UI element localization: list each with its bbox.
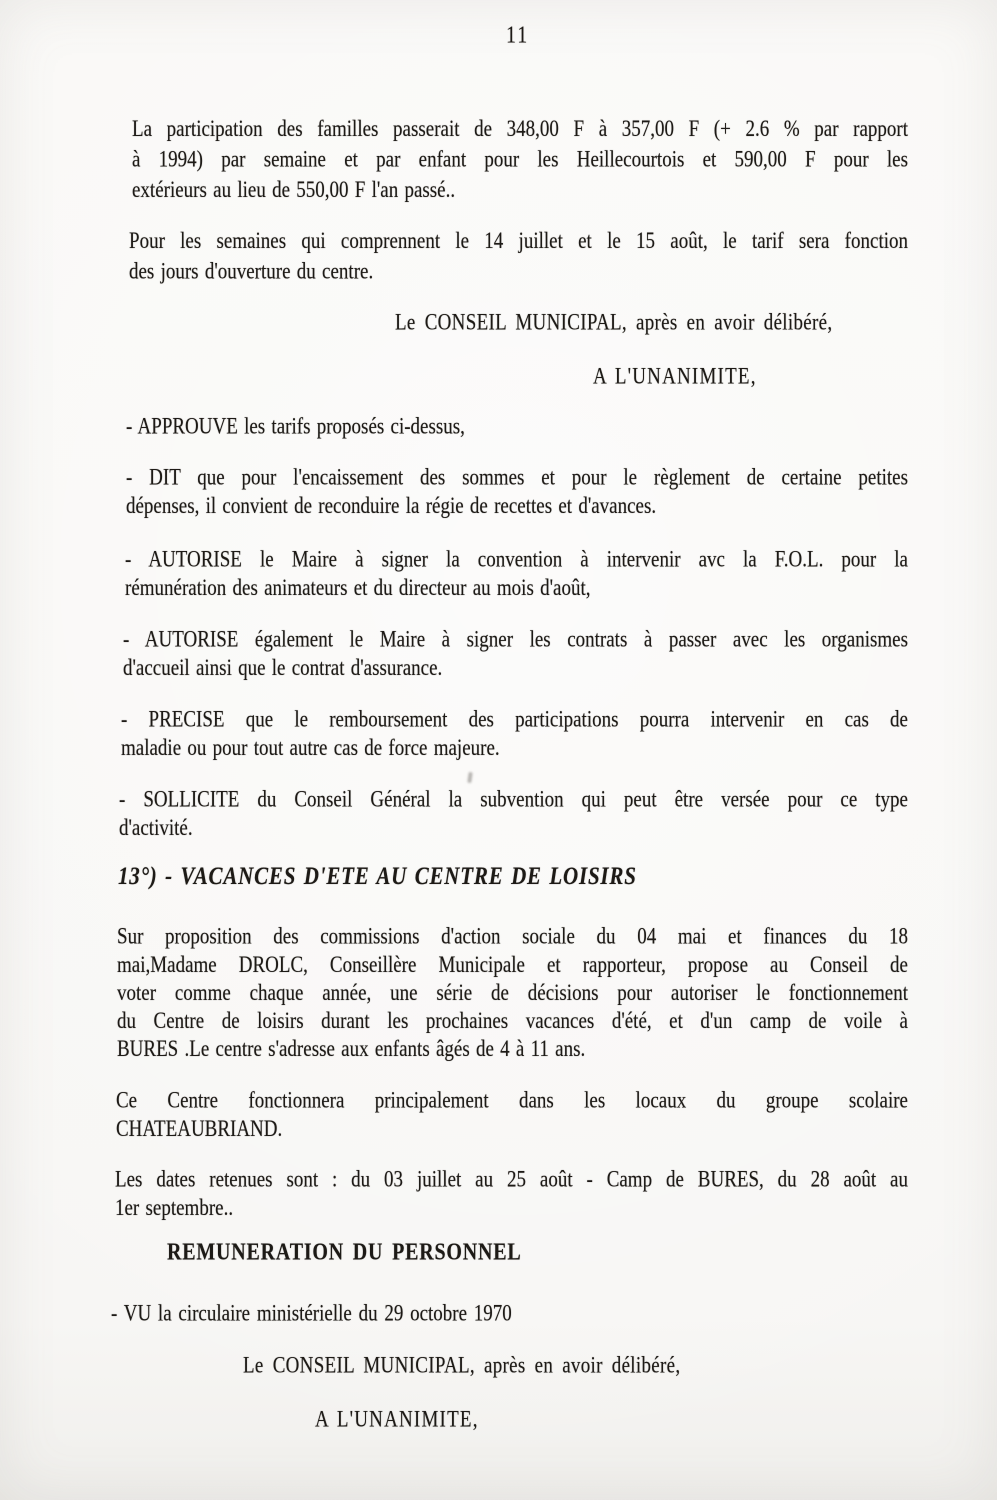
decision-precise [121,706,908,762]
text-line: 1er septembre.. [115,1195,234,1221]
unanimity-formula-2: A L'UNANIMITE, [315,1407,479,1433]
text-line: dépenses, il convient de reconduire la régie de recettes et d'avances. [126,493,657,519]
text-line: CHATEAUBRIAND. [116,1116,283,1142]
text-line: d'activité. [119,815,193,841]
decision-autorise-contrats [123,626,908,682]
decision-sollicite [119,786,908,842]
paragraph-participation-tarifs [132,114,908,206]
unanimity-formula-1: A L'UNANIMITE, [593,364,757,390]
text-line: - PRECISE que le remboursement des participations pourra intervenir en cas de [121,707,908,733]
decision-approuve [126,413,908,441]
decision-dit [126,464,908,520]
text-line: rémunération des animateurs et du directeur au mois d'août, [125,575,591,601]
text-line: du Centre de loisirs durant les prochaines vacances d'été, et d'un camp de voile à [117,1008,908,1035]
text-line: - AUTORISE également le Maire à signer les contrats à passer avec les organismes [123,627,908,653]
vu-circulaire-line: - VU la circulaire ministérielle du 29 octobre 1970 [111,1301,512,1327]
text-line: Ce Centre fonctionnera principalement dans les locaux du groupe scolaire [116,1088,908,1114]
text-line: Les dates retenues sont : du 03 juillet au 25 août - Camp de BURES, du 28 août au [115,1167,908,1193]
text-line: La participation des familles passerait de 348,00 F à 357,00 F (+ 2.6 % par rapport [132,116,908,143]
paragraph-dates-retenues [115,1166,908,1222]
text-line: BURES .Le centre s'adresse aux enfants âgés de 4 à 11 ans. [117,1036,586,1063]
text-line: maladie ou pour tout autre cas de force majeure. [121,735,500,761]
section-heading-remuneration: REMUNERATION DU PERSONNEL [167,1239,522,1266]
text-line: à 1994) par semaine et par enfant pour les Heillecourtois et 590,00 F pour les [132,146,908,173]
text-line: Sur proposition des commissions d'action sociale du 04 mai et finances du 18 [117,924,908,950]
text-line: des jours d'ouverture du centre. [129,258,374,285]
text-line: Pour les semaines qui comprennent le 14 juillet et le 15 août, le tarif sera fonction [129,228,908,255]
text-line: voter comme chaque année, une série de décisions pour autoriser le fonctionnement [117,980,908,1006]
paragraph-semaines-juillet-aout [129,226,908,287]
text-line: extérieurs au lieu de 550,00 F l'an passé.. [132,177,456,204]
section-heading-vacances-ete: 13°) - VACANCES D'ETE AU CENTRE DE LOISIRS [118,860,637,891]
text-line: - SOLLICITE du Conseil Général la subvention qui peut être versée pour ce type [119,787,908,813]
deliberation-formula-1: Le CONSEIL MUNICIPAL, après en avoir délibéré, [395,310,833,336]
text-line: mai,Madame DROLC, Conseillère Municipale et rapporteur, propose au Conseil de [117,952,908,978]
text-line: - AUTORISE le Maire à signer la convention à intervenir avc la F.O.L. pour la [125,547,908,573]
paragraph-centre-chateaubriand [116,1087,908,1143]
scan-speck [467,772,472,783]
text-line: d'accueil ainsi que le contrat d'assurance. [123,655,443,681]
page-number: 11 [506,22,530,49]
text-line: - DIT que pour l'encaissement des sommes et pour le règlement de certaine petites [126,465,908,491]
deliberation-formula-2: Le CONSEIL MUNICIPAL, après en avoir délibéré, [243,1353,681,1379]
text-line: - APPROUVE les tarifs proposés ci-dessus, [126,414,465,440]
paragraph-proposition-commissions [117,923,908,1063]
decision-autorise-fol [125,546,908,602]
